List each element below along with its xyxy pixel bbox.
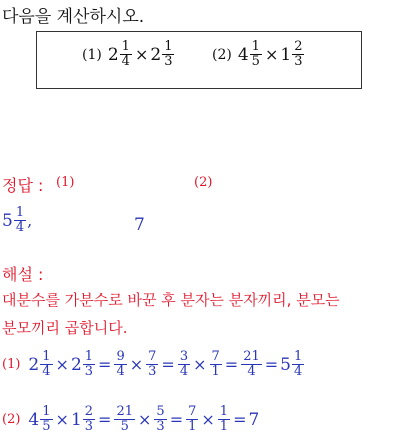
steps-1-label: (1) bbox=[2, 357, 21, 372]
answer-1-whole: 5 bbox=[2, 210, 13, 231]
explanation-line-1: 대분수를 가분수로 바꾼 후 분자는 분자끼리, 분모는 bbox=[2, 291, 340, 309]
fraction bbox=[292, 350, 304, 379]
term: 1 bbox=[70, 409, 82, 430]
result-whole: 5 bbox=[280, 354, 291, 375]
problem-1-b-whole: 2 bbox=[150, 44, 162, 65]
denominator: 5 bbox=[120, 419, 129, 434]
denominator: 5 bbox=[251, 54, 260, 69]
problem-1 bbox=[82, 40, 175, 69]
times-sign: × bbox=[55, 410, 69, 429]
fraction bbox=[114, 405, 135, 434]
denominator: 3 bbox=[156, 419, 165, 434]
fraction bbox=[40, 405, 52, 434]
times-sign: × bbox=[129, 355, 144, 374]
times-sign: × bbox=[264, 45, 279, 64]
denominator: 3 bbox=[294, 54, 303, 69]
times-sign: × bbox=[201, 410, 215, 429]
numerator: 3 bbox=[179, 349, 189, 364]
fraction bbox=[114, 350, 126, 379]
steps-1 bbox=[2, 350, 305, 379]
result: 7 bbox=[248, 409, 260, 430]
explanation-line-2: 분모끼리 곱합니다. bbox=[2, 319, 128, 337]
numerator: 1 bbox=[42, 404, 51, 419]
problem-2-a-whole: 4 bbox=[237, 44, 249, 65]
equals-sign: = bbox=[264, 355, 279, 374]
term: 4 bbox=[28, 409, 40, 430]
answer-heading: 정답 : bbox=[2, 176, 44, 195]
denominator: 4 bbox=[42, 364, 51, 379]
numerator: 21 bbox=[116, 404, 133, 419]
problem-1-a-whole: 2 bbox=[107, 44, 119, 65]
numerator: 1 bbox=[219, 404, 229, 419]
denominator: 4 bbox=[293, 364, 303, 379]
equals-sign: = bbox=[233, 410, 247, 429]
problem-1-b-fraction bbox=[162, 40, 174, 69]
numerator: 7 bbox=[188, 404, 197, 419]
equals-sign: = bbox=[169, 410, 184, 429]
times-sign: × bbox=[138, 410, 152, 429]
fraction bbox=[40, 350, 52, 379]
fraction bbox=[83, 405, 95, 434]
times-sign: × bbox=[193, 355, 207, 374]
numerator: 7 bbox=[148, 349, 157, 364]
steps-2-label: (2) bbox=[2, 412, 21, 427]
denominator: 3 bbox=[84, 364, 94, 379]
equals-sign: = bbox=[98, 410, 112, 429]
explanation-heading: 해설 : bbox=[2, 265, 44, 284]
times-sign: × bbox=[55, 355, 69, 374]
fraction bbox=[146, 350, 158, 379]
term: 2 bbox=[70, 354, 82, 375]
denominator: 4 bbox=[116, 364, 125, 379]
denominator: 3 bbox=[164, 54, 173, 69]
problem-2-b-fraction bbox=[292, 40, 304, 69]
answer-2: 7 bbox=[134, 215, 145, 235]
numerator: 7 bbox=[211, 349, 220, 364]
equals-sign: = bbox=[224, 355, 239, 374]
answer-1-fraction bbox=[14, 206, 26, 235]
denominator: 1 bbox=[188, 419, 197, 434]
numerator: 1 bbox=[42, 349, 51, 364]
denominator: 1 bbox=[211, 364, 220, 379]
denominator: 3 bbox=[148, 364, 157, 379]
numerator: 1 bbox=[84, 349, 94, 364]
problem-1-a-fraction bbox=[120, 40, 132, 69]
instruction-text: 다음을 계산하시오. bbox=[2, 7, 145, 27]
problem-2-a-fraction bbox=[250, 40, 262, 69]
numerator: 1 bbox=[164, 39, 173, 54]
times-sign: × bbox=[134, 45, 149, 64]
denominator: 5 bbox=[42, 419, 51, 434]
denominator: 4 bbox=[121, 54, 130, 69]
numerator: 9 bbox=[116, 349, 125, 364]
fraction bbox=[178, 350, 190, 379]
fraction bbox=[186, 405, 198, 434]
numerator: 1 bbox=[293, 349, 303, 364]
answer-1 bbox=[2, 206, 32, 235]
problem-2-b-whole: 1 bbox=[280, 44, 292, 65]
steps-2 bbox=[2, 405, 259, 434]
fraction bbox=[154, 405, 166, 434]
numerator: 1 bbox=[15, 205, 25, 220]
numerator: 2 bbox=[84, 404, 94, 419]
problem-2 bbox=[212, 40, 305, 69]
equals-sign: = bbox=[161, 355, 175, 374]
equals-sign: = bbox=[98, 355, 112, 374]
fraction bbox=[210, 350, 222, 379]
numerator: 2 bbox=[294, 39, 303, 54]
denominator: 1 bbox=[219, 419, 229, 434]
problem-2-label: (2) bbox=[212, 46, 232, 63]
numerator: 1 bbox=[121, 39, 130, 54]
numerator: 1 bbox=[251, 39, 260, 54]
problem-1-label: (1) bbox=[82, 46, 102, 63]
denominator: 4 bbox=[15, 220, 25, 235]
denominator: 4 bbox=[247, 364, 256, 379]
fraction bbox=[241, 350, 262, 379]
answer-1-comma: , bbox=[27, 211, 33, 230]
term: 2 bbox=[28, 354, 40, 375]
denominator: 4 bbox=[179, 364, 189, 379]
answer-label-1: (1) bbox=[56, 175, 75, 190]
numerator: 21 bbox=[243, 349, 260, 364]
denominator: 3 bbox=[84, 419, 94, 434]
fraction bbox=[83, 350, 95, 379]
answer-label-2: (2) bbox=[194, 175, 213, 190]
fraction bbox=[218, 405, 230, 434]
numerator: 5 bbox=[156, 404, 165, 419]
